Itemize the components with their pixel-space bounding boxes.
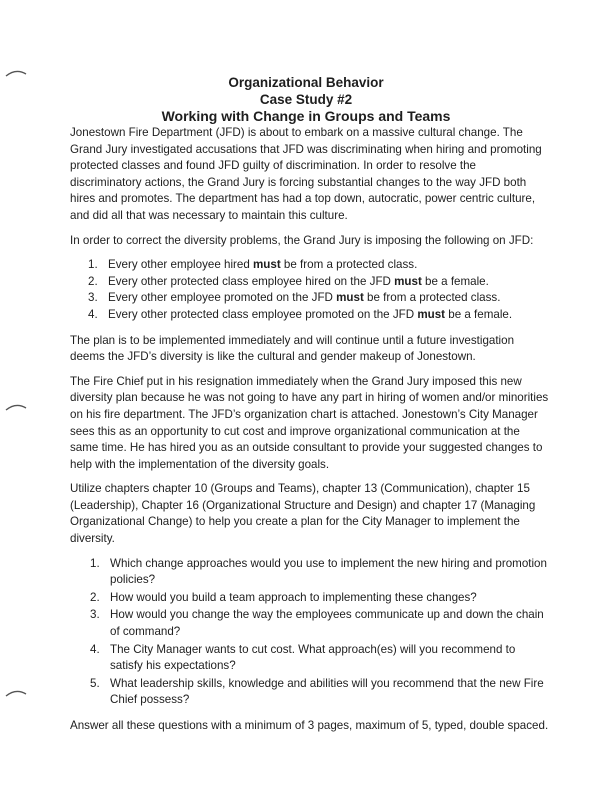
list-item: 2. How would you build a team approach to implementing these changes? [90,590,477,604]
list-item: 1. Which change approaches would you use to implement the new hiring and promotion policies? [90,556,547,587]
plan-paragraph: The plan is to be implemented immediately and will continue until a future investigation deems the JFD’s diversity is like the cultural and gender makeup of Jonestown. [70,333,515,364]
intro-paragraph: Jonestown Fire Department (JFD) is about to embark on a massive cultural change. The Grand Jury investigated accusations that JFD was discriminating when hiring and promoting protected classes and found JFD guilty of discrimination. In order to resolve the discriminatory actions, the Grand Jury is forcing substantial changes to the way JFD both hires and promotes. The department has had a top down, autocratic, power centric culture, and did all that was necessary to maintain this culture. [70,126,542,222]
punch-hole-mark [4,402,28,416]
utilize-chapters-paragraph: Utilize chapters chapter 10 (Groups and Teams), chapter 13 (Communication), chapter 15 (Leadership), Chapter 16 (Organizational Structure and Design) and chapter 17 (Managing Organizational Change) to help you create a plan for the City Manager to implement the diversity. [70,482,536,546]
grand-jury-rules-list [70,257,550,323]
course-title: Organizational Behavior [228,75,384,90]
closing-instructions: Answer all these questions with a minimum of 3 pages, maximum of 5, typed, double spaced. [70,719,549,732]
document-header [0,74,612,125]
list-item: 4. The City Manager wants to cut cost. What approach(es) will you recommend to satisfy his expectations? [90,642,516,673]
fire-chief-paragraph: The Fire Chief put in his resignation immediately when the Grand Jury imposed this new diversity plan because he was not going to have any part in hiring of women and/or minorities on his fire department. The JFD’s organization chart is attached. Jonestown’s City Manager sees this as an opportunity to cut cost and improve organizational communication at the same time. He has hired you as an outside consultant to provide your suggested changes to help with the implementation of the diversity goals. [70,374,549,471]
list-item: 1. Every other employee hired must be from a protected class. [88,258,418,272]
document-body [70,125,550,743]
questions-list [90,556,550,709]
list-item: 3. Every other employee promoted on the JFD must be from a protected class. [88,291,501,305]
rules-lead-paragraph: In order to correct the diversity problems, the Grand Jury is imposing the following on JFD: [70,233,534,247]
list-item: 5. What leadership skills, knowledge and abilities will you recommend that the new Fire Chief possess? [90,676,544,707]
case-study-number: Case Study #2 [259,92,353,107]
list-item: 3. How would you change the way the employees communicate up and down the chain of command? [90,608,544,639]
punch-hole-mark [4,688,28,702]
document-title: Working with Change in Groups and Teams [161,108,451,124]
list-item: 2. Every other protected class employee hired on the JFD must be a female. [88,274,489,288]
list-item: 4. Every other protected class employee promoted on the JFD must be a female. [88,307,513,321]
